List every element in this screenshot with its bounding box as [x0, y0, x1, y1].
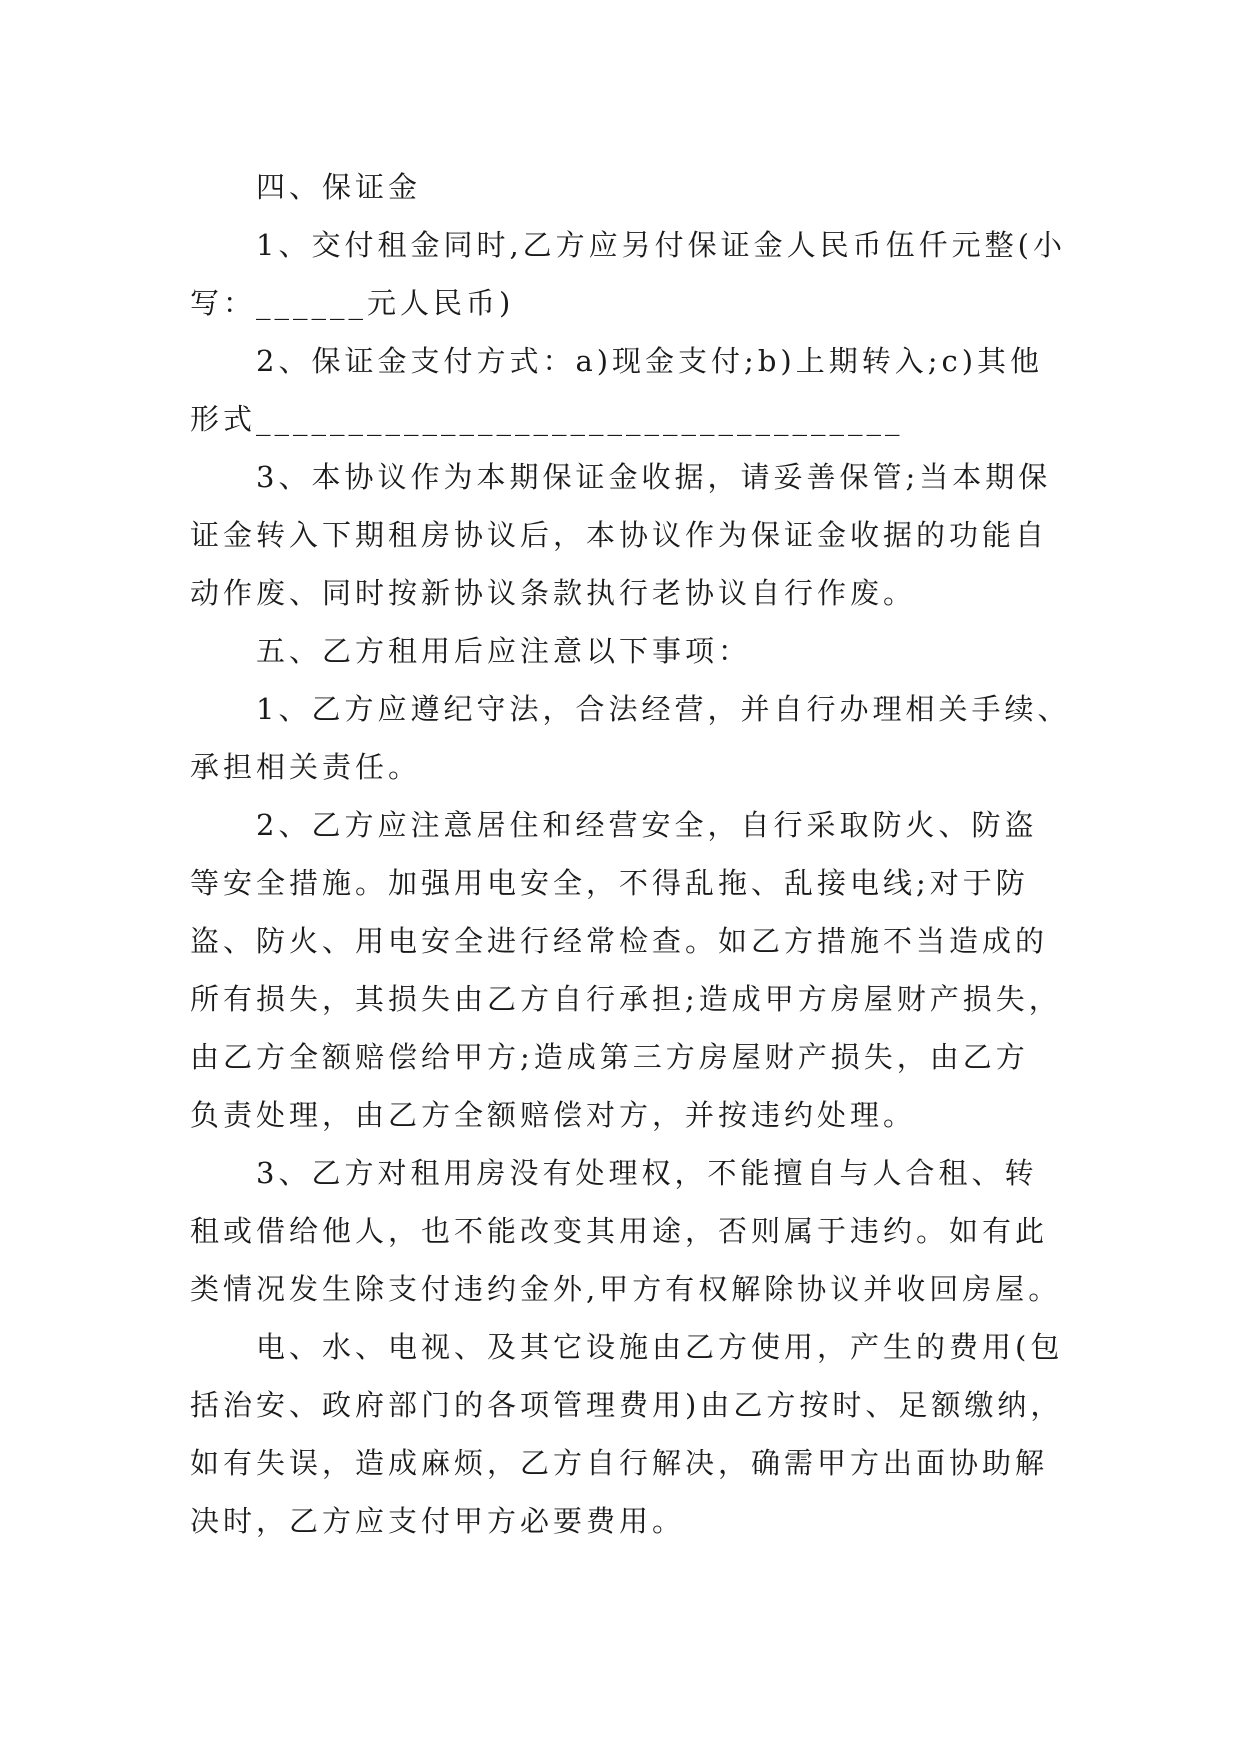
text-line: 承担相关责任。	[190, 750, 422, 784]
text-line: 3、本协议作为本期保证金收据，请妥善保管;当本期保	[256, 460, 1052, 494]
paragraph-safety	[190, 796, 1062, 1144]
text-line: 括治安、政府部门的各项管理费用)由乙方按时、足额缴纳，	[190, 1388, 1064, 1422]
text-line: 盗、防火、用电安全进行经常检查。如乙方措施不当造成的	[190, 924, 1049, 958]
text-line: 决时，乙方应支付甲方必要费用。	[190, 1504, 686, 1538]
paragraph-no-sublease	[190, 1144, 1062, 1318]
section-heading-tenant-notes	[190, 622, 1050, 680]
text-line: 等安全措施。加强用电安全，不得乱拖、乱接电线;对于防	[190, 866, 1029, 900]
text-line: 动作废、同时按新协议条款执行老协议自行作废。	[190, 576, 917, 610]
section-heading-deposit	[190, 158, 1050, 216]
text-line: 所有损失，其损失由乙方自行承担;造成甲方房屋财产损失，	[190, 982, 1062, 1016]
text-line: 写：______元人民币)	[190, 286, 515, 320]
text-line: 2、保证金支付方式：a)现金支付;b)上期转入;c)其他	[256, 344, 1044, 378]
text-line: 如有失误，造成麻烦，乙方自行解决，确需甲方出面协助解	[190, 1446, 1049, 1480]
text-line: 类情况发生除支付违约金外,甲方有权解除协议并收回房屋。	[190, 1272, 1062, 1306]
text-line: 1、交付租金同时,乙方应另付保证金人民币伍仟元整(小	[256, 228, 1066, 262]
text-line: 3、乙方对租用房没有处理权，不能擅自与人合租、转	[256, 1156, 1038, 1190]
text-line: 证金转入下期租房协议后，本协议作为保证金收据的功能自	[190, 518, 1049, 552]
text-line: 1、乙方应遵纪守法，合法经营，并自行办理相关手续、	[256, 692, 1071, 726]
text-line: 五、乙方租用后应注意以下事项：	[256, 634, 752, 668]
paragraph-law-compliance	[190, 680, 1071, 796]
text-line: 负责处理，由乙方全额赔偿对方，并按违约处理。	[190, 1098, 917, 1132]
paragraph-deposit-payment-method	[190, 332, 1050, 448]
text-line: 形式___________________________________	[190, 402, 904, 436]
text-line: 租或借给他人，也不能改变其用途，否则属于违约。如有此	[190, 1214, 1049, 1248]
document-body	[190, 158, 1071, 1550]
paragraph-deposit-receipt	[190, 448, 1050, 622]
text-line: 2、乙方应注意居住和经营安全，自行采取防火、防盗	[256, 808, 1038, 842]
text-line: 四、保证金	[256, 170, 422, 204]
text-line: 由乙方全额赔偿给甲方;造成第三方房屋财产损失，由乙方	[190, 1040, 1029, 1074]
paragraph-utilities	[190, 1318, 1064, 1550]
text-line: 电、水、电视、及其它设施由乙方使用，产生的费用(包	[256, 1330, 1064, 1364]
paragraph-deposit-amount	[190, 216, 1066, 332]
